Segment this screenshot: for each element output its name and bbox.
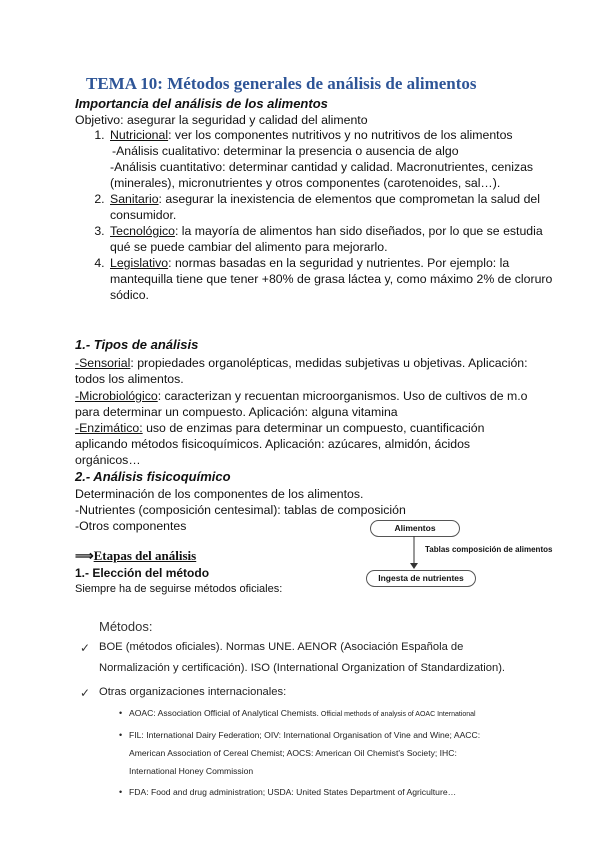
heading-etapas xyxy=(75,548,196,564)
fisico-line3: -Otros componentes xyxy=(75,519,187,533)
bullet2-line2: American Association of Cereal Chemist; AOCS: American Oil Chemist's Society; IHC: xyxy=(129,748,457,758)
heading-importancia: Importancia del análisis de los alimentos xyxy=(75,96,328,111)
term-nutricional: Nutricional xyxy=(110,128,169,142)
page-title: TEMA 10: Métodos generales de análisis de alimentos xyxy=(86,74,477,93)
flow-arrow-icon xyxy=(408,536,420,570)
sub-cualitativo: -Análisis cualitativo: determinar la presencia o ausencia de algo xyxy=(112,144,459,158)
nutricional-text: : ver los componentes nutritivos y no nutritivos de los alimentos xyxy=(168,128,513,142)
bullet1-small: Official methods of analysis of AOAC International xyxy=(318,711,476,718)
fisico-line2: -Nutrientes (composición centesimal): tablas de composición xyxy=(75,503,406,517)
list-item-sanitario xyxy=(108,191,558,223)
heading-tipos: 1.- Tipos de análisis xyxy=(75,337,199,352)
term-sensorial: -Sensorial xyxy=(75,356,131,370)
flow-box-alimentos: Alimentos xyxy=(370,520,460,537)
bullet1-text xyxy=(129,704,476,724)
step1-text: Siempre ha de seguirse métodos oficiales: xyxy=(75,583,283,595)
checkmark-icon: ✓ xyxy=(80,686,91,700)
bullet2-line3: International Honey Commission xyxy=(129,766,254,776)
term-tecnologico: Tecnológico xyxy=(110,224,175,238)
term-sanitario: Sanitario xyxy=(110,192,159,206)
term-legislativo: Legislativo xyxy=(110,256,169,270)
list-item-legislativo xyxy=(108,255,558,303)
enzim-paragraph xyxy=(75,420,495,468)
bullet-icon: • xyxy=(119,730,123,740)
term-microbiologico: -Microbiológico xyxy=(75,389,158,403)
bullet1-main: AOAC: Association Official of Analytical Chemists. xyxy=(129,708,319,718)
enzim-text: uso de enzimas para determinar un compuesto, cuantificación aplicando métodos fisicoquímicos. Aplicación: azúcares, almidón, ácidos orgánicos… xyxy=(75,421,485,467)
metodos-title: Métodos: xyxy=(99,619,153,634)
bullet2-line1: FIL: International Dairy Federation; OIV: International Organisation of Vine and Wine; AACC: xyxy=(129,730,481,740)
sensorial-text: : propiedades organolépticas, medidas subjetivas u objetivas. Aplicación: todos los alimentos. xyxy=(75,356,528,386)
flow-box-ingesta: Ingesta de nutrientes xyxy=(366,570,476,587)
check1-line1: BOE (métodos oficiales). Normas UNE. AENOR (Asociación Española de xyxy=(99,641,464,653)
importancia-list xyxy=(75,127,558,303)
etapas-label: Etapas del análisis xyxy=(93,548,197,563)
flow-arrow-label: Tablas composición de alimentos xyxy=(425,545,553,554)
list-item-tecnologico xyxy=(108,223,558,255)
check1-line2: Normalización y certificación). ISO (International Organization of Standardization). xyxy=(99,662,506,674)
check2-text: Otras organizaciones internacionales: xyxy=(99,686,287,698)
list-item-nutricional xyxy=(108,127,558,191)
sensorial-paragraph xyxy=(75,355,535,387)
sanitario-text: : asegurar la inexistencia de elementos que comprometan la salud del consumidor. xyxy=(110,192,540,222)
step1-heading: 1.- Elección del método xyxy=(75,566,210,580)
objetivo-text: Objetivo: asegurar la seguridad y calidad del alimento xyxy=(75,113,368,127)
tecnologico-text: : la mayoría de alimentos han sido diseñados, por lo que se estudia qué se puede cambiar del alimento para mejorarlo. xyxy=(110,224,543,254)
legislativo-text: : normas basadas en la seguridad y nutrientes. Por ejemplo: la mantequilla tiene que tener +80% de grasa láctea y, como máximo 2% de cloruro sódico. xyxy=(110,256,553,302)
heading-fisicoquimico: 2.- Análisis fisicoquímico xyxy=(75,469,231,484)
term-enzimatico: -Enzimático: xyxy=(75,421,143,435)
micro-paragraph xyxy=(75,388,535,420)
bullet3-text: FDA: Food and drug administration; USDA: United States Department of Agriculture… xyxy=(129,787,457,797)
bullet-icon: • xyxy=(119,787,123,797)
double-arrow-icon: ⟹ xyxy=(75,548,94,563)
checkmark-icon: ✓ xyxy=(80,641,91,655)
fisico-line1: Determinación de los componentes de los alimentos. xyxy=(75,487,364,501)
micro-text: : caracterizan y recuentan microorganismos. Uso de cultivos de m.o para determinar un compuesto. Aplicación: alguna vitamina xyxy=(75,389,528,419)
sub-cuantitativo: -Análisis cuantitativo: determinar cantidad y calidad. Macronutrientes, cenizas (minerales), micronutrientes y otros componentes (carotenoides, sal…). xyxy=(110,160,534,190)
bullet-icon: • xyxy=(119,708,123,718)
